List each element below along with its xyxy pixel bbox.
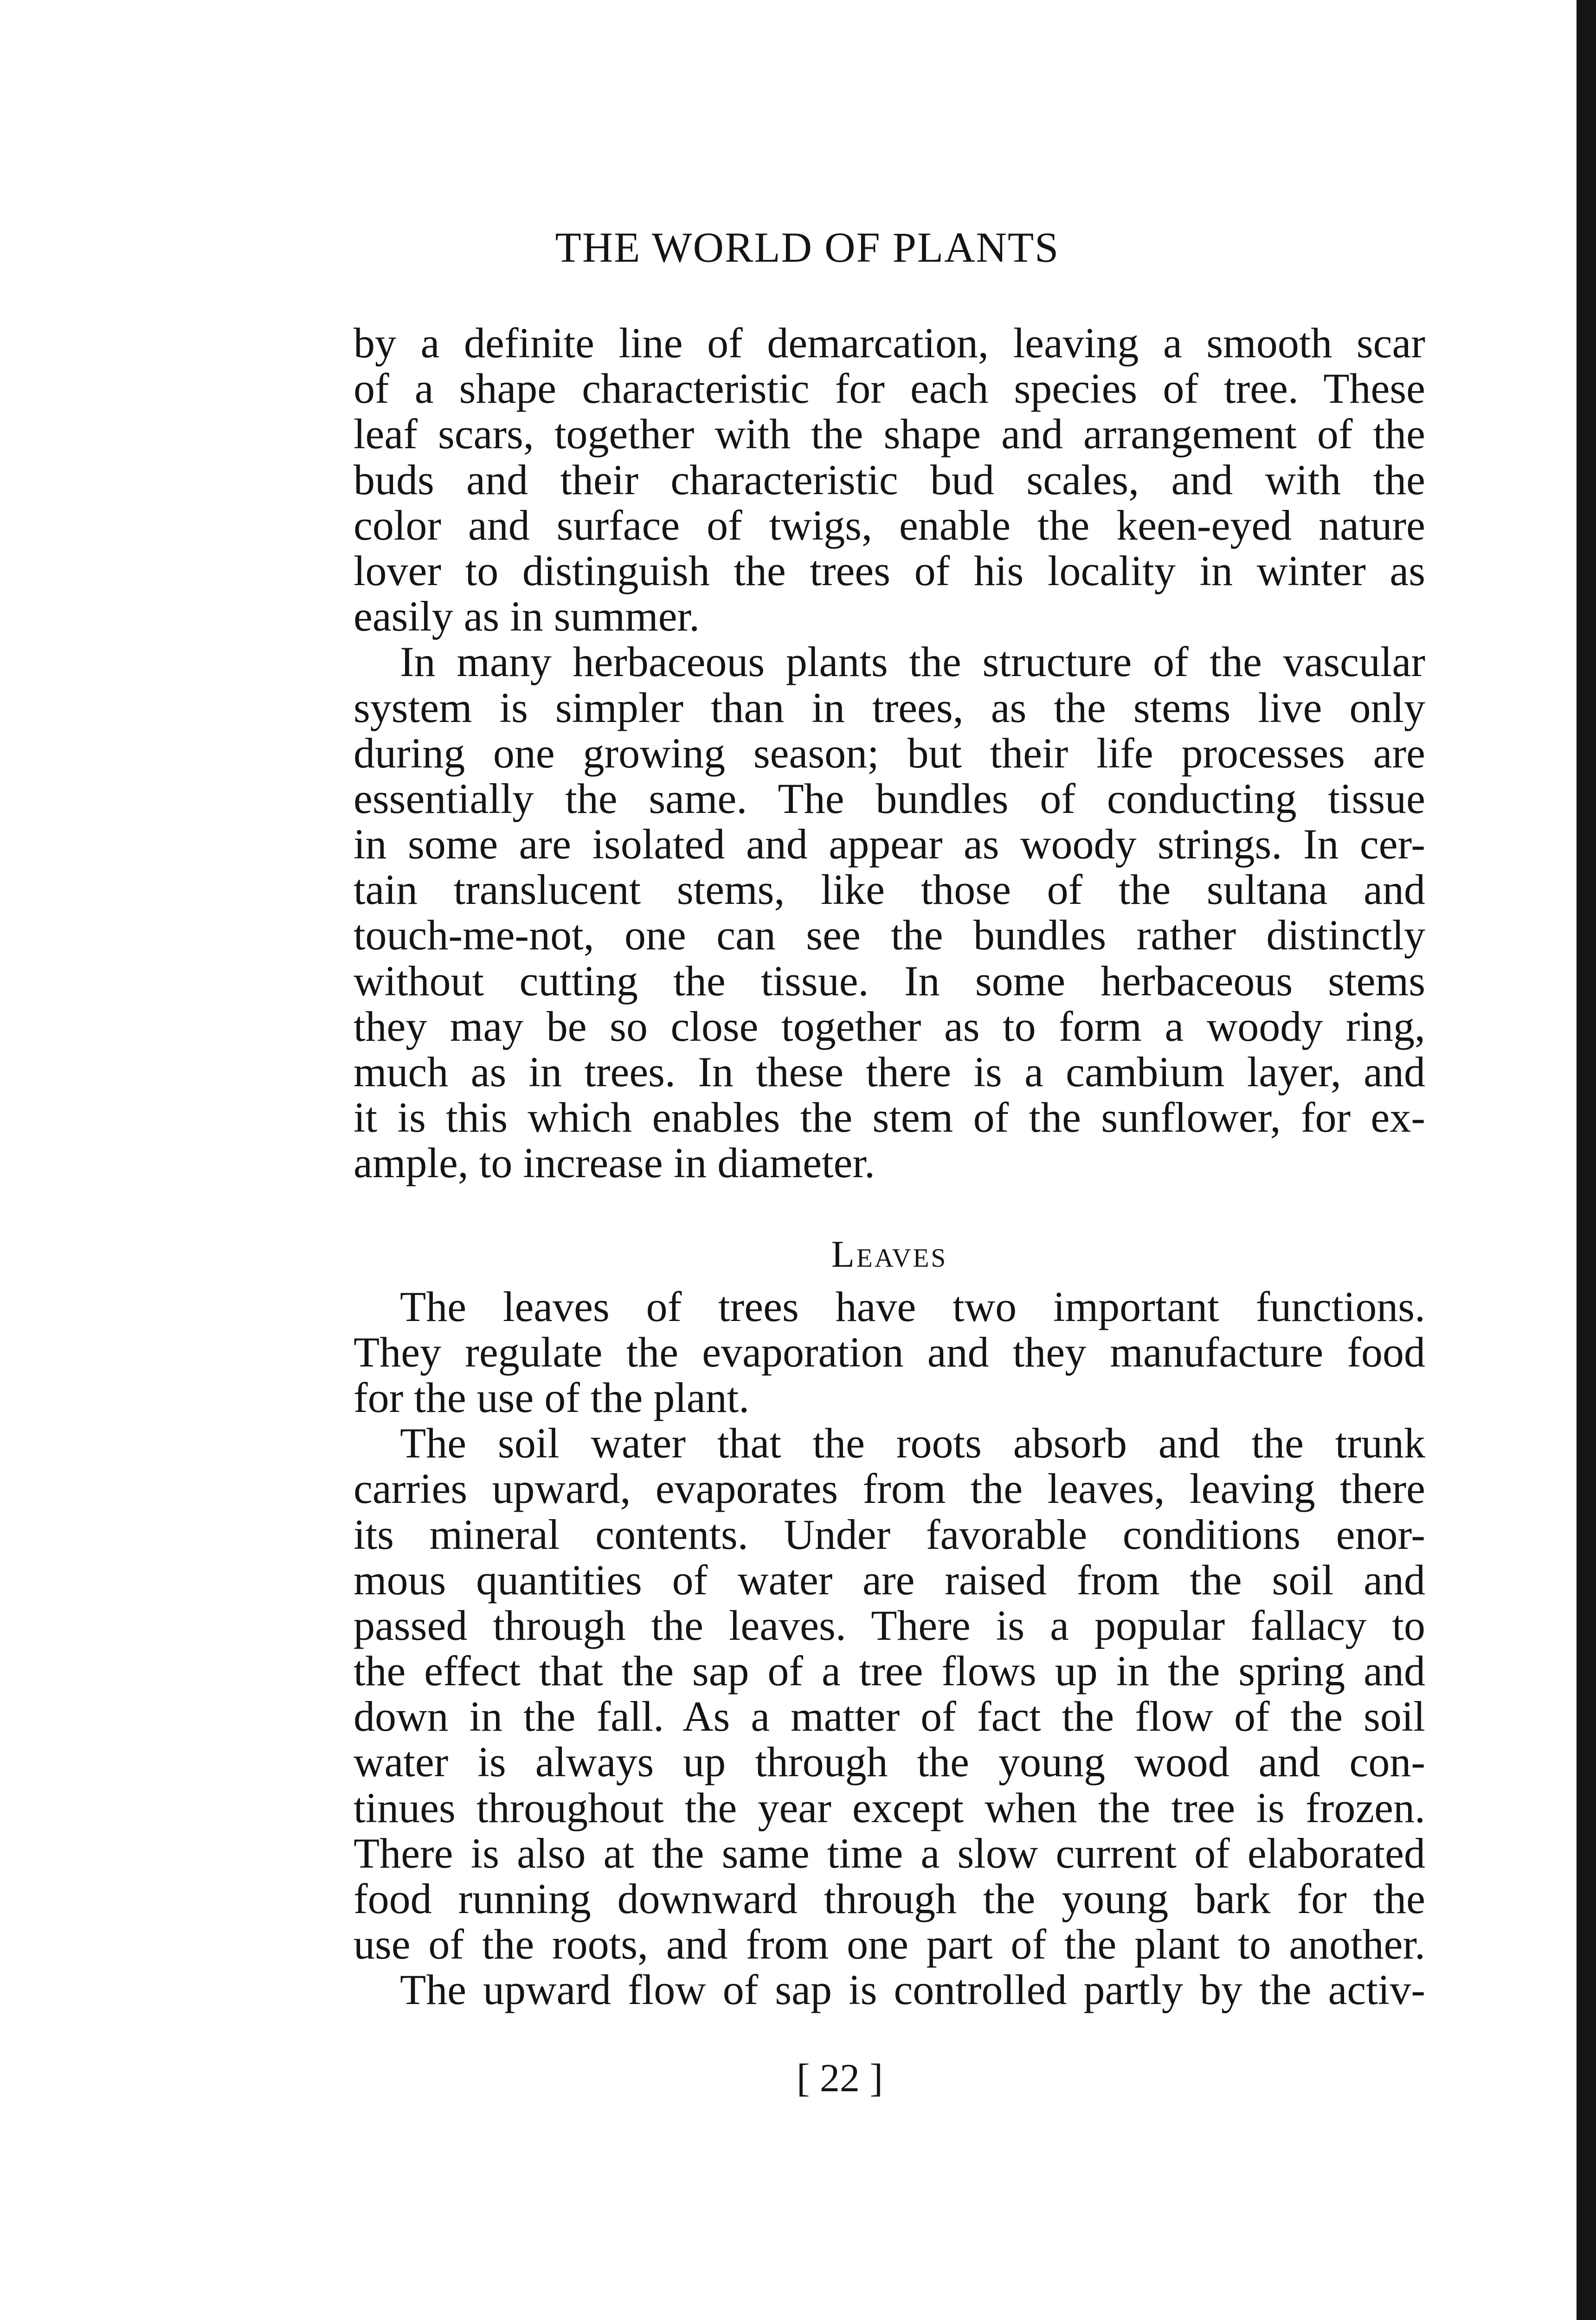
paragraph-5 — [354, 1967, 1425, 2012]
text-line: There is also at the same time a slow current of elaborated — [354, 1829, 1425, 1877]
paragraph-2 — [354, 639, 1425, 1186]
text-line: its mineral contents. Under favorable conditions enor- — [354, 1510, 1425, 1558]
paragraph-4 — [354, 1420, 1425, 1967]
section-heading: Leaves — [831, 1232, 948, 1275]
text-line: it is this which enables the stem of the sunflower, for ex- — [354, 1094, 1425, 1141]
text-line: in some are isolated and appear as woody strings. In cer- — [354, 820, 1425, 868]
text-line: they may be so close together as to form a woody ring, — [354, 1002, 1425, 1050]
text-line: lover to distinguish the trees of his locality in winter as — [354, 547, 1425, 594]
text-line: without cutting the tissue. In some herbaceous stems — [354, 957, 1425, 1005]
text-line: by a definite line of demarcation, leaving a smooth scar — [354, 319, 1425, 367]
text-line: use of the roots, and from one part of the plant to another. — [354, 1920, 1425, 1968]
text-line: down in the fall. As a matter of fact the flow of the soil — [354, 1693, 1425, 1740]
body-text — [354, 320, 1425, 2013]
text-line: tain translucent stems, like those of the sultana and — [354, 866, 1425, 914]
text-line: system is simpler than in trees, as the stems live only — [354, 683, 1425, 731]
text-line: touch-me-not, one can see the bundles rather distinctly — [354, 911, 1425, 959]
text-line: food running downward through the young bark for the — [354, 1875, 1425, 1922]
text-line: passed through the leaves. There is a popular fallacy to — [354, 1601, 1425, 1649]
text-line: carries upward, evaporates from the leaves, leaving there — [354, 1465, 1425, 1513]
page-edge-shadow — [1577, 0, 1596, 2320]
paragraph-3 — [354, 1284, 1425, 1421]
text-line: essentially the same. The bundles of conducting tissue — [354, 774, 1425, 822]
text-line: for the use of the plant. — [354, 1373, 750, 1421]
text-line: The upward flow of sap is controlled partly by the activ- — [400, 1966, 1425, 2014]
text-line: The soil water that the roots absorb and the trunk — [400, 1419, 1425, 1467]
text-line: In many herbaceous plants the structure of the vascular — [400, 638, 1425, 686]
text-line: color and surface of twigs, enable the keen-eyed nature — [354, 501, 1425, 549]
text-line: ample, to increase in diameter. — [354, 1139, 875, 1187]
text-line: easily as in summer. — [354, 593, 700, 640]
text-line: mous quantities of water are raised from the soil and — [354, 1556, 1425, 1604]
text-line: tinues throughout the year except when the tree is frozen. — [354, 1784, 1425, 1831]
text-line: The leaves of trees have two important functions. — [400, 1282, 1425, 1330]
text-line: of a shape characteristic for each species of tree. These — [354, 365, 1425, 412]
paragraph-1 — [354, 320, 1425, 639]
text-line: leaf scars, together with the shape and arrangement of the — [354, 410, 1425, 458]
text-line: the effect that the sap of a tree flows up in the spring and — [354, 1647, 1425, 1695]
page-number: [ 22 ] — [796, 2056, 883, 2100]
running-head: THE WORLD OF PLANTS — [555, 224, 1060, 271]
text-line: They regulate the evaporation and they manufacture food — [354, 1328, 1425, 1376]
text-line: water is always up through the young wood and con- — [354, 1738, 1425, 1786]
text-line: during one growing season; but their life processes are — [354, 729, 1425, 777]
text-line: buds and their characteristic bud scales, and with the — [354, 456, 1425, 503]
text-line: much as in trees. In these there is a cambium layer, and — [354, 1048, 1425, 1096]
